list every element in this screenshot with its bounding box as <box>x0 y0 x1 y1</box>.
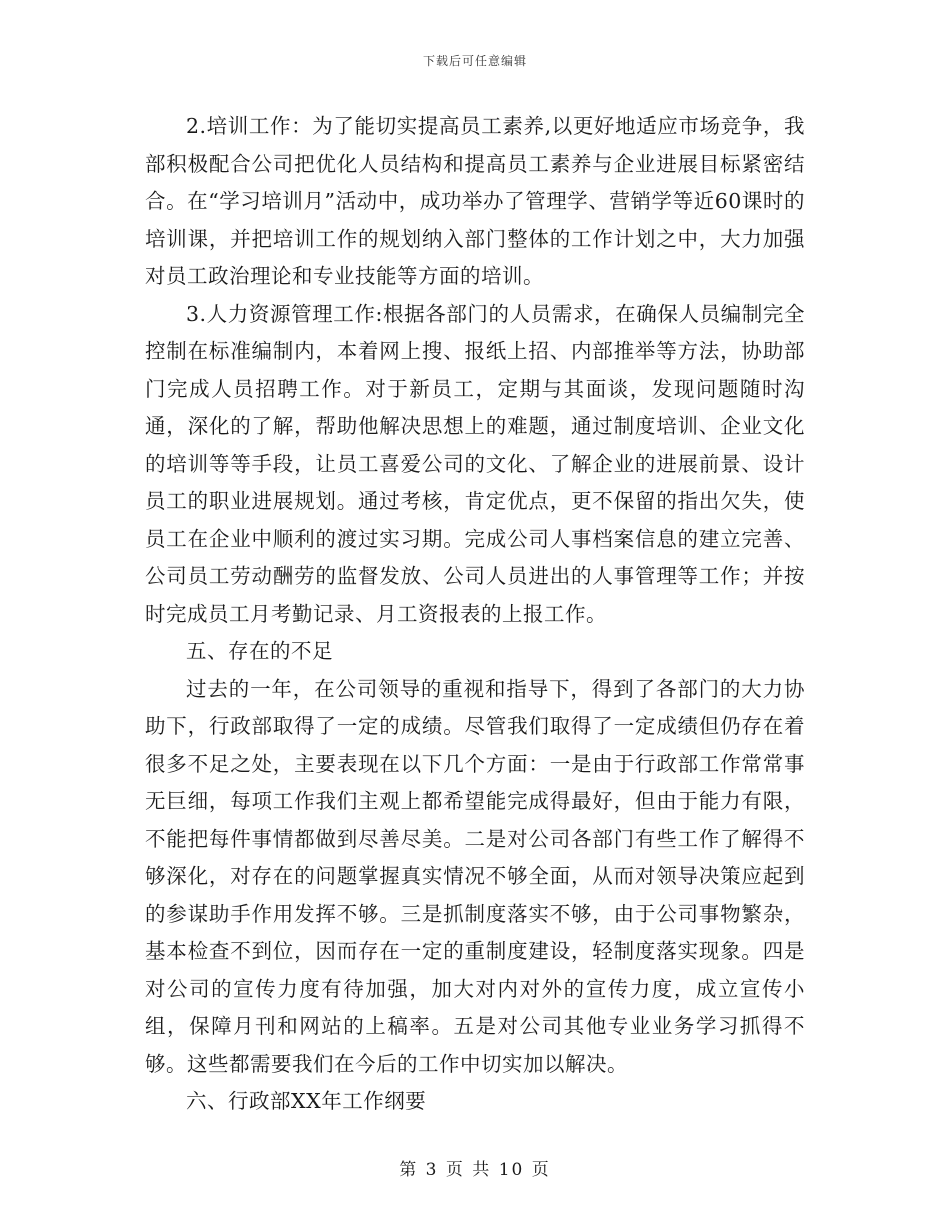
paragraph-training: 2.培训工作：为了能切实提高员工素养,以更好地适应市场竞争，我部积极配合公司把优化人员结构和提高员工素养与企业进展目标紧密结合。在“学习培训月”活动中，成功举办了管理学、营销学等近60课时的培训课，并把培训工作的规划纳入部门整体的工作计划之中，大力加强对员工政治理论和专业技能等方面的培训。 <box>145 114 805 288</box>
page-number-footer: 第 3 页 共 10 页 <box>399 1160 551 1180</box>
paragraph-shortcomings: 过去的一年，在公司领导的重视和指导下，得到了各部门的大力协助下，行政部取得了一定的成绩。尽管我们取得了一定成绩但仍存在着很多不足之处，主要表现在以下几个方面：一是由于行政部工作常常事无巨细，每项工作我们主观上都希望能完成得最好，但由于能力有限，不能把每件事情都做到尽善尽美。二是对公司各部门有些工作了解得不够深化，对存在的问题掌握真实情况不够全面，从而对领导决策应起到的参谋助手作用发挥不够。三是抓制度落实不够，由于公司事物繁杂，基本检查不到位，因而存在一定的重制度建设，轻制度落实现象。四是对公司的宣传力度有待加强，加大对内对外的宣传力度，成立宣传小组，保障月刊和网站的上稿率。五是对公司其他专业业务学习抓得不够。这些都需要我们在今后的工作中切实加以解决。 <box>145 676 805 1076</box>
section-heading-work-plan: 六、行政部XX年工作纲要 <box>186 1089 427 1113</box>
section-heading-shortcomings: 五、存在的不足 <box>186 639 333 663</box>
paragraph-hr-management: 3.人力资源管理工作:根据各部门的人员需求，在确保人员编制完全控制在标准编制内，本着网上搜、报纸上招、内部推举等方法，协助部门完成人员招聘工作。对于新员工，定期与其面谈，发现问题随时沟通，深化的了解，帮助他解决思想上的难题，通过制度培训、企业文化的培训等等手段，让员工喜爱公司的文化、了解企业的进展前景、设计员工的职业进展规划。通过考核，肯定优点，更不保留的指出欠失，使员工在企业中顺利的渡过实习期。完成公司人事档案信息的建立完善、公司员工劳动酬劳的监督发放、公司人员进出的人事管理等工作；并按时完成员工月考勤记录、月工资报表的上报工作。 <box>145 301 805 626</box>
page-header: 下载后可任意编辑 <box>422 54 527 68</box>
document-body <box>145 108 805 1121</box>
